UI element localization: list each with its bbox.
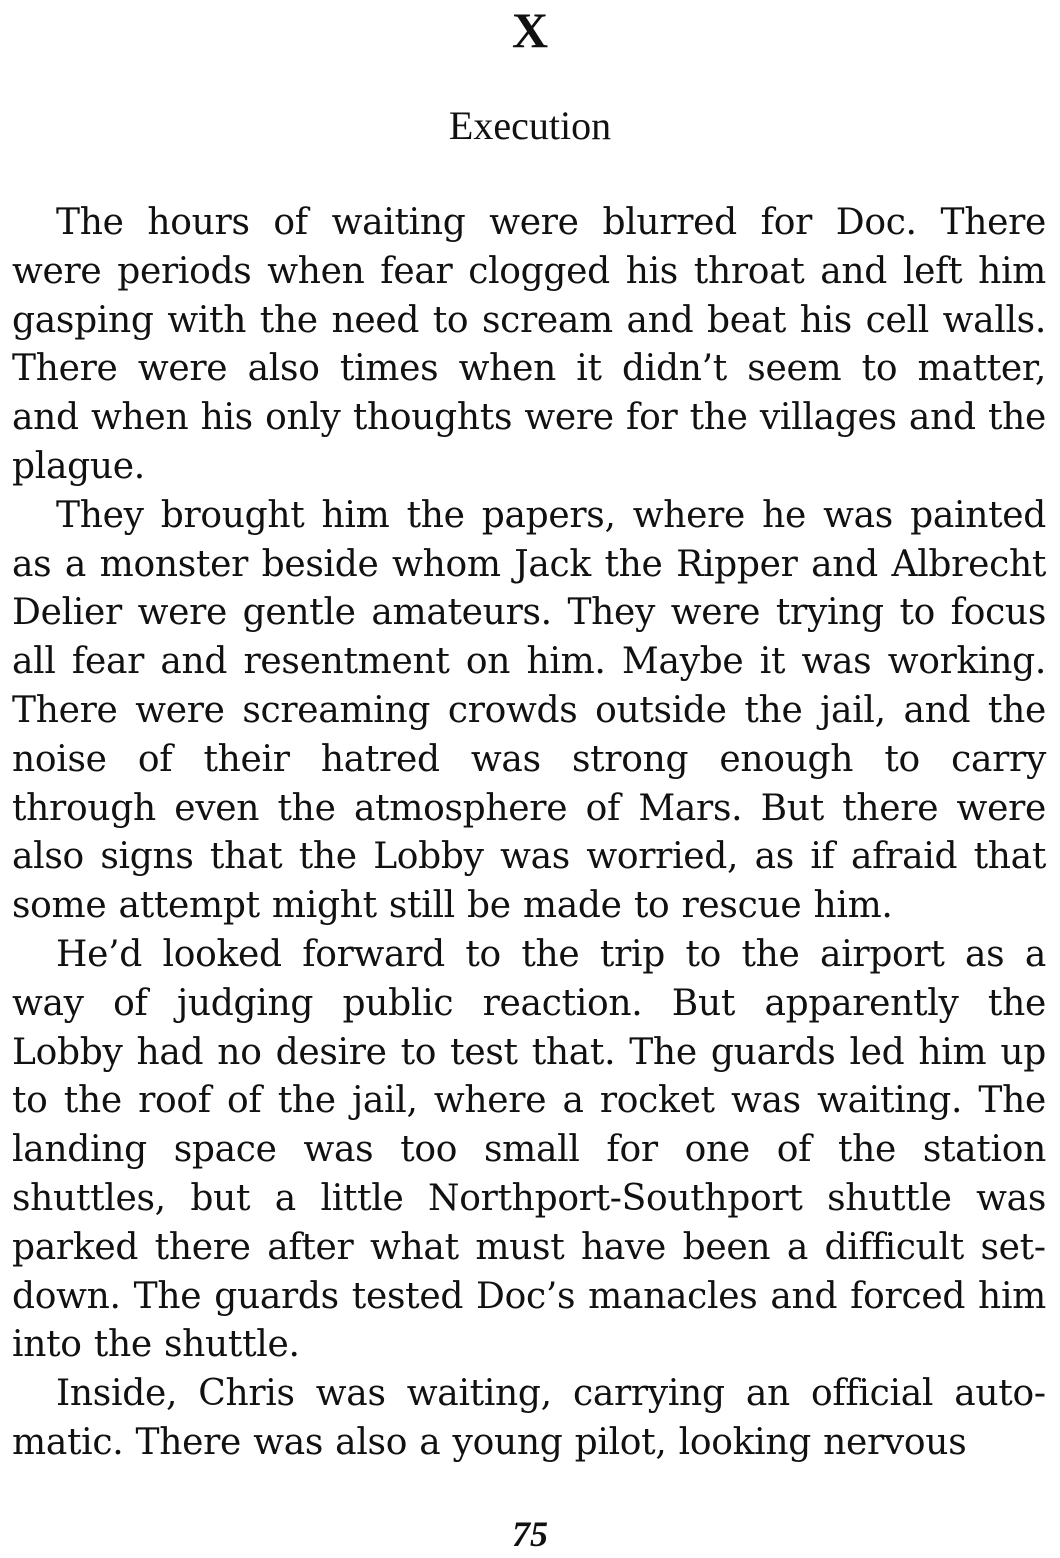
chapter-title: Execution — [448, 103, 612, 148]
chapter-number: X — [511, 2, 549, 58]
page-number: 75 — [512, 1514, 548, 1554]
paragraph-1: The hours of waiting were blurred for Doc. There were periods when fear clogged his throat and left him gasping with the need to scream and beat his cell walls. There were also times when it didn’t seem to matter, and when his only thoughts were for the villages and the plague. — [12, 202, 1046, 487]
body-text — [12, 199, 1046, 1468]
paragraph-2: They brought him the papers, where he was painted as a monster beside whom Jack the Ripper and Albrecht Delier were gentle amateurs. They were trying to focus all fear and resentment on him. Maybe it was working. There were screaming crowds outside the jail, and the noise of their hatred was strong enough to carry through even the atmosphere of Mars. But there were also signs that the Lobby was worried, as if afraid that some attempt might still be made to rescue him. — [12, 494, 1046, 927]
paragraph-3: He’d looked forward to the trip to the airport as a way of judging public reaction. But apparently the Lobby had no desire to test that. The guards led him up to the roof of the jail, where a rocket was waiting. The landing space was too small for one of the station shuttles, but a little Northport-Southport shuttle was parked there after what must have been a difficult setdown. The guards tested Doc’s manacles and forced him into the shuttle. — [12, 933, 1046, 1366]
paragraph-4: Inside, Chris was waiting, carrying an official automatic. There was also a young pilot, looking nervous — [12, 1373, 1046, 1463]
